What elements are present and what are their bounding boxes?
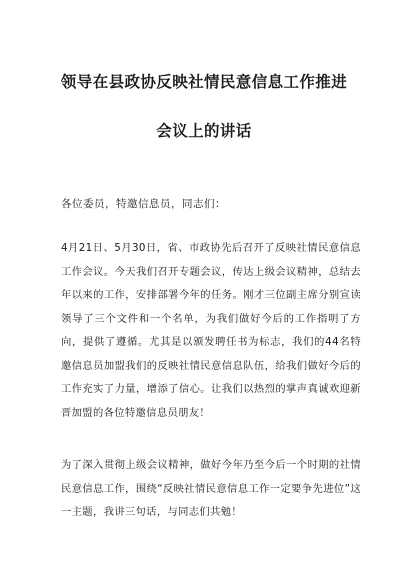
salutation: 各位委员，特邀信息员，同志们： [61, 198, 226, 210]
paragraph-2: 为了深入贯彻上级会议精神，做好今年乃至今后一个时期的社情民意信息工作，围绕“反映社情民意信息工作一定要争先进位”这一主题，我讲三句话，与同志们共勉！ [61, 459, 361, 518]
document-title-line-2: 会议上的讲话 [156, 122, 252, 140]
paragraph-1: 4月21日、5月30日，省、市政协先后召开了反映社情民意信息工作会议。今天我们召开专题会议，传达上级会议精神，总结去年以来的工作，安排部署今年的任务。刚才三位副主席分别宣读领导了三个文件和一个名单，为我们做好今后的工作指明了方向，提供了遵循。尤其是以颁发聘任书为标志，我们的44名特邀信息员加盟我们的反映社情民意信息队伍，给我们做好今后的工作充实了力量，增添了信心。让我们以热烈的掌声真诚欢迎新晋加盟的各位特邀信息员朋友！ [61, 242, 361, 419]
document-title-line-1: 领导在县政协反映社情民意信息工作推进 [60, 73, 348, 91]
